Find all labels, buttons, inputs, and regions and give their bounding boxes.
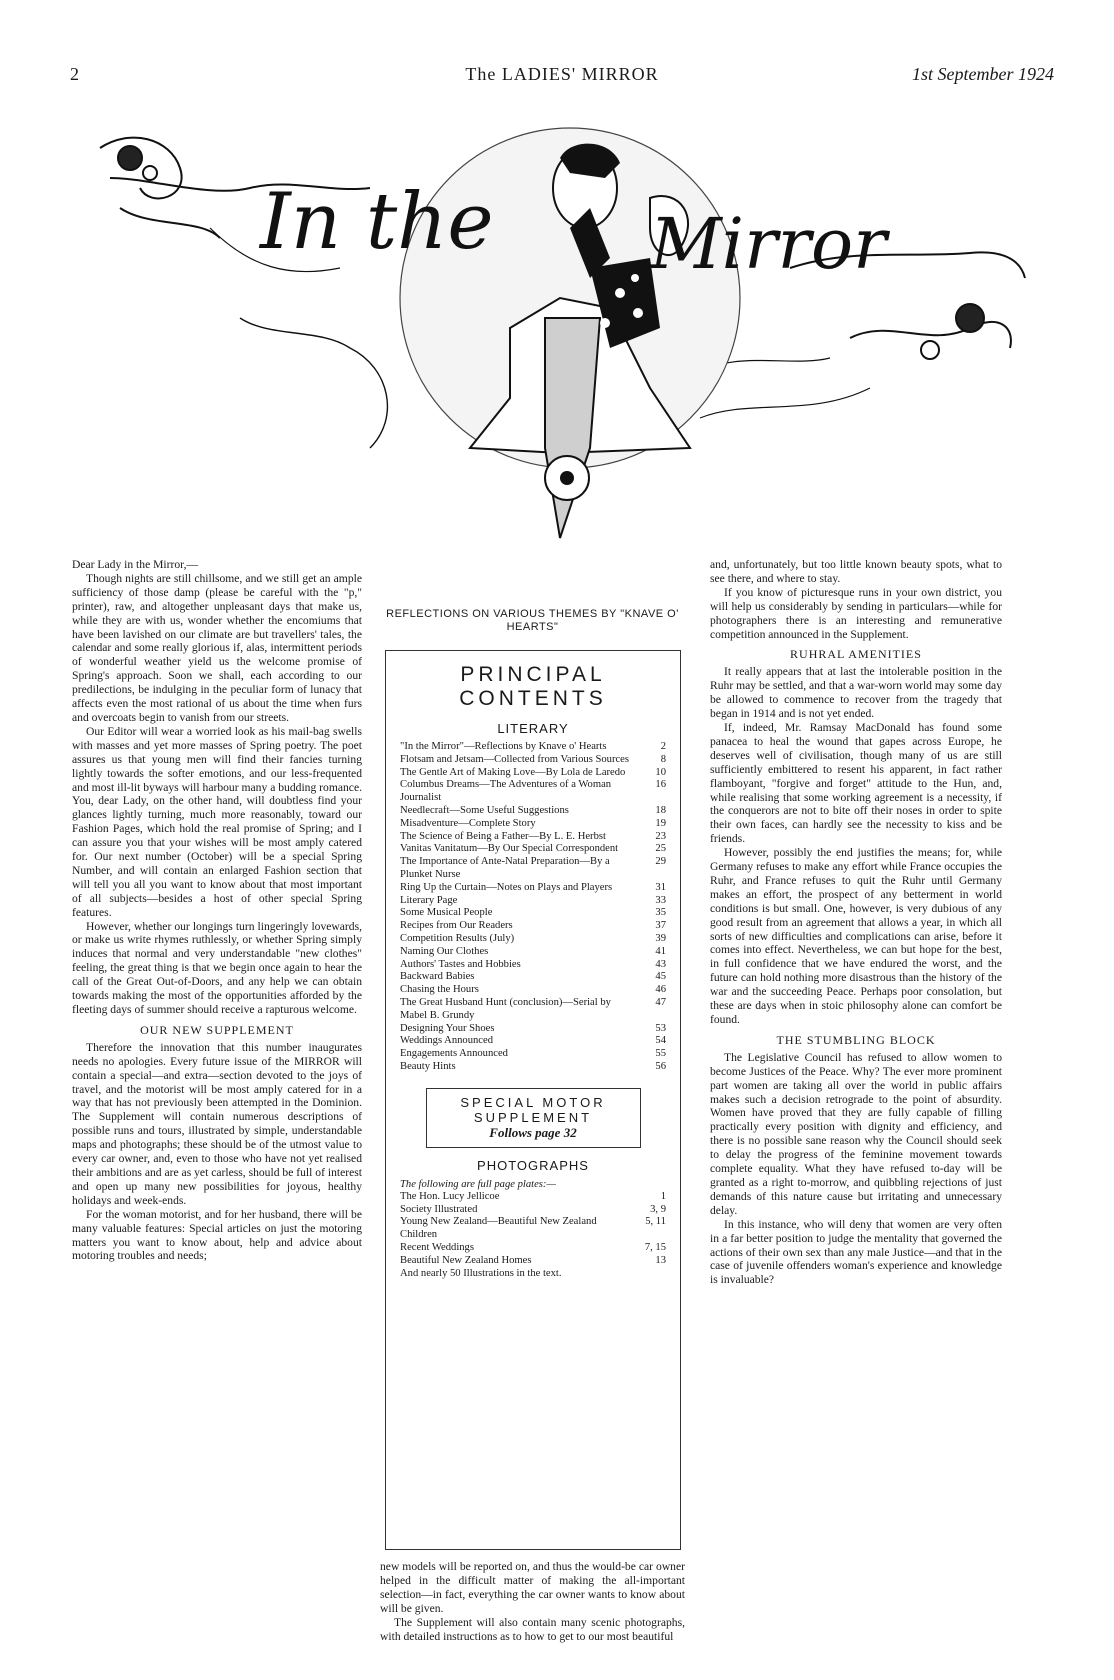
contents-entry: [400, 984, 666, 997]
contents-entry: [400, 959, 666, 972]
contents-entry-page: 2: [660, 741, 666, 752]
contents-entry-page: 8: [660, 753, 666, 765]
paragraph: The Legislative Council has refused to allow women to become Justices of the Peace. Why? The ever more prominent part women are taking all over the world in public affairs makes such a decision retrograde to the point of absurdity. Women have proved that they are fully capable of filling practically every position with dignity and efficiency, and there is no possible sane reason why the Council should seek to delay the progress of the feminine movement towards complete equality. What they have refused to-day will be granted as a right to-morrow, and quibbling rejections of just demands of this nature cause but irritating and unnecessary delay.: [710, 1050, 1002, 1217]
contents-entry-title: Society Illustrated: [400, 1203, 478, 1215]
contents-entry-title: Beautiful New Zealand Homes: [400, 1254, 532, 1266]
contents-entry-page: 31: [655, 881, 666, 893]
contents-entry-page: 19: [655, 817, 666, 829]
contents-entry-page: [632, 1268, 666, 1281]
issue-date: 1st September 1924: [912, 64, 1054, 84]
contents-entry-page: 18: [655, 804, 666, 816]
contents-entry: [400, 741, 666, 754]
column-right: [710, 558, 1002, 1287]
contents-entry-title: And nearly 50 Illustrations in the text.: [400, 1267, 562, 1279]
contents-entry-page: 23: [655, 830, 666, 842]
paragraph: If, indeed, Mr. Ramsay MacDonald has found some panacea to heal the wound that gapes across Europe, he deserves well of civilisation, though many of us are still sufficiently embittered to resent his apparent, in fact rather flamboyant, "forgive and forget" attitude to the Hun, and, while realising that some working agreement is a necessity, if the conquerors are not to bite off their noses in order to spite their own faces, can hardly see the necessity to kiss and be friends.: [710, 720, 1002, 846]
contents-entry-title: Recipes from Our Readers: [400, 920, 513, 932]
contents-entry-title: Young New Zealand—Beautiful New Zealand Children: [400, 1216, 597, 1241]
contents-entry: [400, 1048, 666, 1061]
paragraph: For the woman motorist, and for her husband, there will be many valuable features: Special articles on just the motoring matters you want to know about, help and advice about motoring troubles and needs;: [72, 1207, 362, 1263]
contents-entry: [400, 933, 666, 946]
contents-entry: [400, 856, 666, 882]
contents-entry-title: Weddings Announced: [400, 1035, 494, 1047]
contents-entry-page: 47: [655, 996, 666, 1008]
motor-supplement-box: [426, 1088, 641, 1148]
contents-entry-title: Chasing the Hours: [400, 984, 479, 996]
reflections-byline: REFLECTIONS ON VARIOUS THEMES BY "KNAVE O' HEARTS": [386, 608, 679, 633]
contents-entry: [400, 1035, 666, 1048]
contents-entry-title: Beauty Hints: [400, 1060, 456, 1072]
contents-entry-page: 33: [655, 894, 666, 906]
banner-right-text: Mirror: [650, 203, 887, 285]
magazine-title: The LADIES' MIRROR: [465, 64, 659, 84]
paragraph: and, unfortunately, but too little known beauty spots, what to see there, and where to stay.: [710, 558, 1002, 585]
contents-entry-page: 43: [655, 958, 666, 970]
salutation: Dear Lady in the Mirror,—: [72, 558, 199, 571]
paragraph: However, possibly the end justifies the means; for, while Germany refuses to make any effort while France occupies the Ruhr, and France refuses to quit the Ruhr until Germany makes an effort, the prospect of any betterment in world conditions is but small. One, however, is very dubious of any good result from an agreement that allows a year, in which all sorts of new difficulties and complications can arise, before it comes into effect. Nevertheless, we can but hope for the best, in full confidence that we have endured the worst, and the future can hold nothing more disastrous than the history of the war and the succeeding Peace. Perhaps poor consolation, but these are days when in stoic philosophy alone can comfort be found.: [710, 846, 1002, 1026]
contents-entry-title: Authors' Tastes and Hobbies: [400, 958, 521, 970]
contents-entry: [400, 1242, 666, 1255]
paragraph: However, whether our longings turn lingeringly lovewards, or make us write rhymes ruthlessly, or whether Spring simply induces that normal and very understandable "new clothes" feeling, the great thing is that we begin once again to hear the call of the Great Out-of-Doors, and any help we can obtain towards making the most of the opportunities afforded by the fleeting days of summer should receive a rapturous welcome.: [72, 919, 362, 1016]
photographs-intro: The following are full page plates:—: [400, 1178, 556, 1190]
contents-entry: [400, 805, 666, 818]
contents-entry-page: 25: [655, 843, 666, 855]
contents-entry-title: Needlecraft—Some Useful Suggestions: [400, 804, 569, 816]
photographs-list: [400, 1191, 666, 1281]
contents-entry: [400, 997, 666, 1023]
contents-entry-page: 37: [655, 920, 666, 932]
contents-entry-page: 5, 11: [645, 1216, 666, 1228]
paragraph: It really appears that at last the intolerable position in the Ruhr may be settled, and that a war-worn world may some day be allowed to commence to recover from the tragedy that began in 1914 and is not yet ended.: [710, 665, 1002, 721]
contents-entry-title: The Great Husband Hunt (conclusion)—Serial by Mabel B. Grundy: [400, 996, 611, 1021]
contents-entry-page: 39: [655, 932, 666, 944]
contents-entry-page: 13: [655, 1254, 666, 1266]
contents-entry-page: 56: [655, 1060, 666, 1072]
contents-entry: [400, 1216, 666, 1242]
contents-entry-title: Competition Results (July): [400, 932, 515, 944]
supplement-line1: SPECIAL MOTOR: [460, 1094, 606, 1110]
contents-entry: [400, 946, 666, 959]
contents-entry-title: Naming Our Clothes: [400, 945, 489, 957]
contents-entry-title: Recent Weddings: [400, 1241, 474, 1253]
paragraph: If you know of picturesque runs in your own district, you will help us considerably by sending in particulars—while for photographers there is an interesting and remunerative competition announced in the Supplement.: [710, 585, 1002, 641]
contents-entry: [400, 907, 666, 920]
contents-entry-title: Engagements Announced: [400, 1048, 508, 1060]
contents-entry-title: Designing Your Shoes: [400, 1022, 495, 1034]
in-the-mirror-banner: [90, 118, 1030, 558]
paragraph: The Supplement will also contain many scenic photographs, with detailed instructions as to how to get to our most beautiful: [380, 1615, 685, 1643]
contents-entry: [400, 1268, 666, 1281]
contents-entry-page: 1: [660, 1190, 666, 1202]
contents-entry-page: 41: [655, 945, 666, 957]
literary-list: [400, 741, 666, 1074]
contents-entry-page: 7, 15: [644, 1241, 666, 1253]
contents-entry: [400, 779, 666, 805]
section-heading: THE STUMBLING BLOCK: [776, 1032, 936, 1047]
paragraph: new models will be reported on, and thus the would-be car owner helped in the difficult matter of making the all-important selection—in fact, everything the car owner wants to know about will be given.: [380, 1560, 685, 1615]
contents-entry: [400, 767, 666, 780]
contents-entry-title: Some Musical People: [400, 907, 493, 919]
contents-entry-title: Ring Up the Curtain—Notes on Plays and Players: [400, 881, 613, 893]
photographs-heading: PHOTOGRAPHS: [477, 1157, 589, 1173]
contents-entry-page: 3, 9: [650, 1203, 666, 1215]
contents-title-line2: CONTENTS: [459, 687, 607, 710]
contents-entry-page: 35: [655, 907, 666, 919]
contents-entry-title: Columbus Dreams—The Adventures of a Woman Journalist: [400, 779, 612, 804]
contents-entry-title: "In the Mirror"—Reflections by Knave o' Hearts: [400, 741, 607, 752]
contents-entry-title: Flotsam and Jetsam—Collected from Various Sources: [400, 753, 630, 765]
contents-entry: [400, 754, 666, 767]
banner-left-text: In the: [260, 177, 494, 267]
column-left: [72, 558, 362, 1263]
contents-entry-title: Literary Page: [400, 894, 458, 906]
contents-entry-page: 55: [655, 1048, 666, 1060]
section-heading: RUHRAL AMENITIES: [790, 647, 922, 662]
contents-entry-title: The Gentle Art of Making Love—By Lola de Laredo: [400, 766, 626, 778]
literary-heading: LITERARY: [497, 721, 569, 736]
contents-entry: [400, 1255, 666, 1268]
principal-contents-box: [385, 650, 681, 1550]
page-header: [70, 64, 1054, 90]
paragraph: Therefore the innovation that this number inaugurates needs no apologies. Every future issue of the MIRROR will contain a special—and extra—section devoted to the joys of travel, and the motorist will be most amply catered for in a way that has not previously been attempted in the Dominion. The Supplement will contain numerous descriptions of possible runs and tours, illustrated by simple, understandable maps and photographs; these should be of the utmost value to every car owner, and, even to those who have not yet realised their ambitions and are as yet carless, should be full of interest and open up many new possibilities for joyous, healthy holidays and week-ends.: [72, 1040, 362, 1207]
contents-entry: [400, 831, 666, 844]
supplement-line2: SUPPLEMENT: [473, 1109, 593, 1125]
contents-title-line1: PRINCIPAL: [460, 663, 606, 686]
contents-entry: [400, 818, 666, 831]
contents-entry: [400, 882, 666, 895]
page-number: 2: [70, 64, 79, 84]
section-heading: OUR NEW SUPPLEMENT: [140, 1022, 294, 1037]
contents-entry-title: The Importance of Ante-Natal Preparation—By a Plunket Nurse: [400, 856, 610, 880]
contents-entry-title: The Science of Being a Father—By L. E. Herbst: [400, 830, 606, 842]
contents-entry-page: 46: [655, 984, 666, 996]
contents-entry-page: 29: [655, 856, 666, 868]
contents-entry-title: The Hon. Lucy Jellicoe: [400, 1190, 500, 1202]
column-middle-bottom: [380, 1560, 685, 1643]
contents-entry: [400, 895, 666, 908]
contents-entry: [400, 1191, 666, 1204]
contents-entry: [400, 971, 666, 984]
contents-entry: [400, 920, 666, 933]
paragraph: Our Editor will wear a worried look as his mail-bag swells with masses and yet more masses of Spring poetry. The poet assures us that young men will find their fancies turning lightly towards the softer emotions, and our less-frequented and most ill-lit byways will harbour many a budding romance. You, dear Lady, on the other hand, will doubtless find your glances lightly turning, much more reasonably, toward our Fashion Pages, which hold the real promise of Spring; and I can assure you that your wishes will be most amply catered for. Our next number (October) will be a special Spring Number, and will contain an enlarged Fashion section that will tell you all you want to know about that most important of all subjects—besides a host of other special Spring features.: [72, 724, 362, 919]
contents-entry: [400, 1204, 666, 1217]
supplement-line3: Follows page 32: [489, 1124, 577, 1140]
contents-entry-title: Misadventure—Complete Story: [400, 817, 536, 829]
contents-entry: [400, 843, 666, 856]
contents-entry-page: 10: [655, 766, 666, 778]
contents-entry-page: 54: [655, 1035, 666, 1047]
contents-entry-title: Vanitas Vanitatum—By Our Special Correspondent: [400, 843, 619, 855]
contents-entry-page: 45: [655, 971, 666, 983]
paragraph: In this instance, who will deny that women are very often in a far better position to judge the mentality that governed the actions of their own sex than any male Justice—and that in the case of juvenile offenders woman's experience and knowledge is invaluable?: [710, 1217, 1002, 1287]
paragraph: Though nights are still chillsome, and we still get an ample sufficiency of those damp (please be careful with the "p," printer), raw, and altogether unpleasant days that make us, while they are with us, wonder whether the encomiums that have been lavished on our climate are but travellers' tales, the calendar and some really glorious if, alas, intermittent periods of wonderful weather yield us the welcome promise of Spring's approach. Soon we shall, each according to our predilections, be indulging in the peculiar form of lunacy that affects even the most rational of us about the time when furs and overcoats begin to vanish from our streets.: [72, 571, 362, 724]
contents-entry: [400, 1023, 666, 1036]
contents-entry-page: 16: [655, 779, 666, 791]
contents-entry-page: 53: [655, 1022, 666, 1034]
contents-entry-title: Backward Babies: [400, 971, 475, 983]
contents-entry: [400, 1061, 666, 1074]
